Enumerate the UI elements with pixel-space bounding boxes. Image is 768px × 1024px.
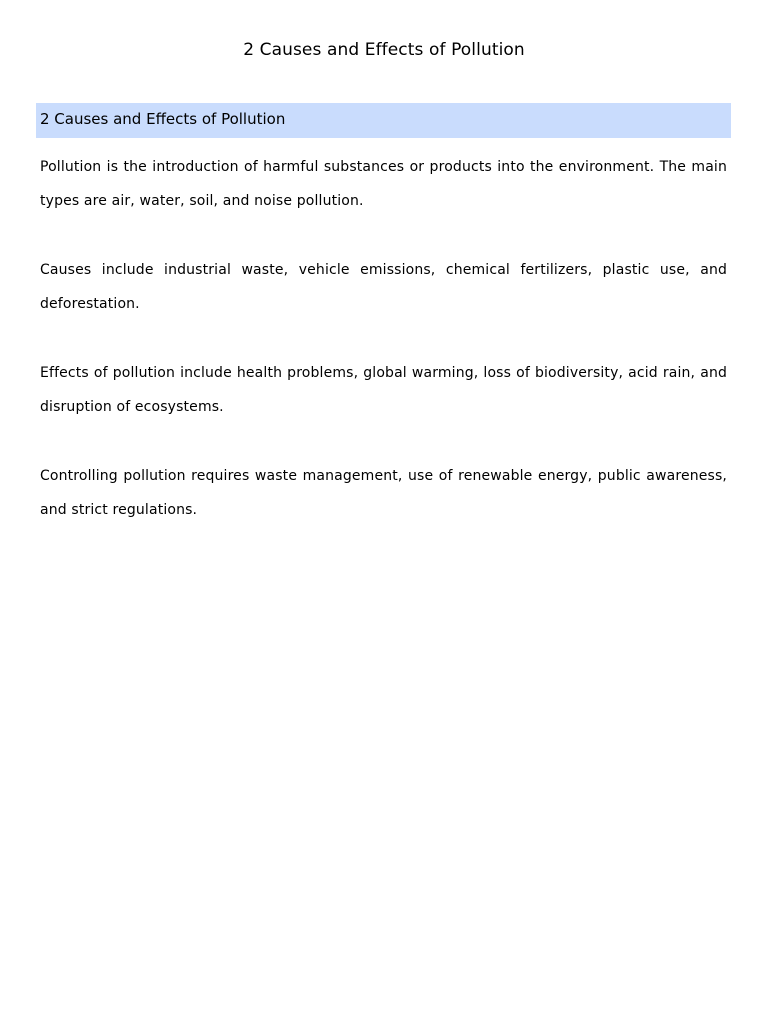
page-title: 2 Causes and Effects of Pollution [243,40,525,60]
document-body [40,150,727,562]
paragraph-control: Controlling pollution requires waste management, use of renewable energy, public awareness, and strict regulations. [40,468,727,518]
paragraph-definition: Pollution is the introduction of harmful substances or products into the environment. The main types are air, water, soil, and noise pollution. [40,159,727,209]
paragraph-effects: Effects of pollution include health problems, global warming, loss of biodiversity, acid rain, and disruption of ecosystems. [40,365,727,415]
section-heading: 2 Causes and Effects of Pollution [36,103,731,138]
paragraph-causes: Causes include industrial waste, vehicle emissions, chemical fertilizers, plastic use, and deforestation. [40,262,727,312]
